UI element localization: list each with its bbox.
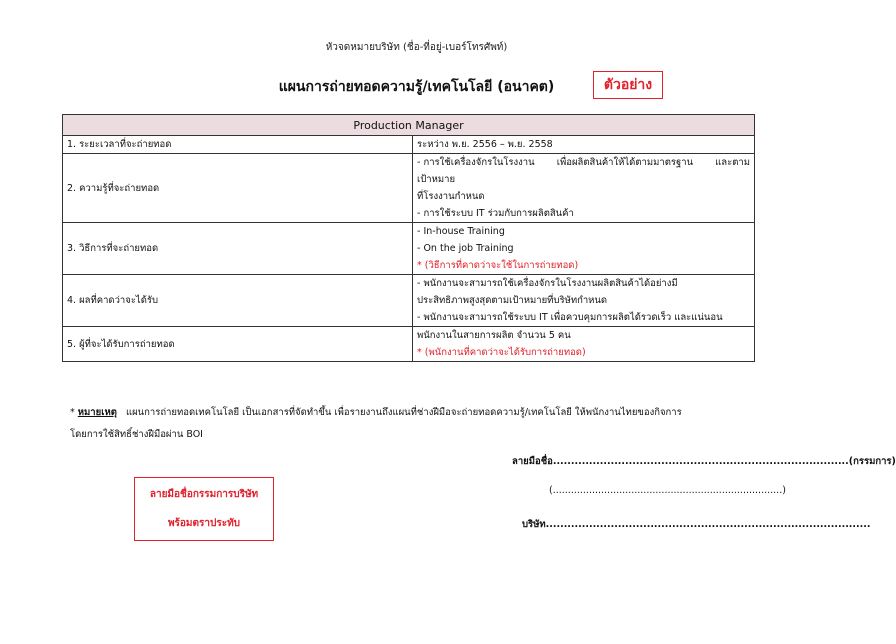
transfer-plan-table: [62, 114, 755, 362]
row-label: 2. ความรู้ที่จะถ่ายทอด: [63, 154, 413, 223]
row-value: [413, 136, 755, 154]
value-line: ที่โรงงานกำหนด: [417, 191, 485, 202]
signature-line: ลายมือชื่อ..................................................................................(กรรมการ): [512, 456, 896, 467]
value-line: - In-house Training: [417, 226, 505, 237]
sample-label-box: ตัวอย่าง: [593, 71, 663, 99]
value-line: - พนักงานจะสามารถใช้ระบบ IT เพื่อควบคุมการผลิตได้รวดเร็ว และแน่นอน: [417, 312, 723, 323]
value-line: ประสิทธิภาพสูงสุดตามเป้าหมายที่บริษัทกำหนด: [417, 295, 608, 306]
value-line-part: - การใช้เครื่องจักรในโรงงาน: [417, 157, 535, 168]
remark-line: โดยการใช้สิทธิ์ช่างฝีมือผ่าน BOI: [70, 429, 203, 440]
row-value: [413, 154, 755, 223]
table-row: [63, 223, 755, 275]
row-value: [413, 275, 755, 327]
director-stamp-box: [134, 477, 274, 541]
stamp-box-line: ลายมือชื่อกรรมการบริษัท: [149, 489, 259, 500]
company-line: บริษัท..........................................................................................: [522, 519, 871, 530]
remark-title: หมายเหตุ: [77, 407, 117, 418]
row-label: 3. วิธีการที่จะถ่ายทอด: [63, 223, 413, 275]
signature-name-line: (............................................................................): [549, 485, 786, 496]
value-line: เป้าหมาย: [417, 174, 456, 185]
remark-star: *: [70, 407, 78, 418]
row-label: 1. ระยะเวลาที่จะถ่ายทอด: [63, 136, 413, 154]
table-header-row: [63, 115, 755, 136]
row-label: 5. ผู้ที่จะได้รับการถ่ายทอด: [63, 327, 413, 362]
table-row: [63, 327, 755, 362]
table-header-cell: Production Manager: [63, 115, 755, 136]
value-line: - On the job Training: [417, 243, 514, 254]
remark-block: [70, 402, 770, 446]
row-value: [413, 223, 755, 275]
stamp-box-line: พร้อมตราประทับ: [167, 518, 241, 529]
value-line-part: และตาม: [715, 157, 750, 168]
value-note: * (วิธีการที่คาดว่าจะใช้ในการถ่ายทอด): [417, 260, 579, 271]
value-line: - พนักงานจะสามารถใช้เครื่องจักรในโรงงานผลิตสินค้าได้อย่างมี: [417, 278, 678, 289]
remark-line: [70, 402, 770, 424]
row-label: 4. ผลที่คาดว่าจะได้รับ: [63, 275, 413, 327]
table-row: [63, 154, 755, 223]
document-title: แผนการถ่ายทอดความรู้/เทคโนโลยี (อนาคต): [278, 79, 555, 95]
value-line: [417, 154, 750, 171]
value-line: พนักงานในสายการผลิต จำนวน 5 คน: [417, 330, 571, 341]
letterhead-placeholder: หัวจดหมายบริษัท (ชื่อ-ที่อยู่-เบอร์โทรศัพท์): [325, 42, 508, 53]
value-note: * (พนักงานที่คาดว่าจะได้รับการถ่ายทอด): [417, 347, 586, 358]
remark-text: แผนการถ่ายทอดเทคโนโลยี เป็นเอกสารที่จัดทำขึ้น เพื่อรายงานถึงแผนที่ช่างฝีมือจะถ่ายทอดความรู้/เทคโนโลยี ให้พนักงานไทยของกิจการ: [125, 407, 682, 418]
table-row: [63, 136, 755, 154]
row-value: [413, 327, 755, 362]
value-line: - การใช้ระบบ IT ร่วมกับการผลิตสินค้า: [417, 208, 574, 219]
value-line: ระหว่าง พ.ย. 2556 – พ.ย. 2558: [417, 139, 553, 150]
value-line-part: เพื่อผลิตสินค้าให้ได้ตามมาตรฐาน: [556, 157, 694, 168]
table-row: [63, 275, 755, 327]
